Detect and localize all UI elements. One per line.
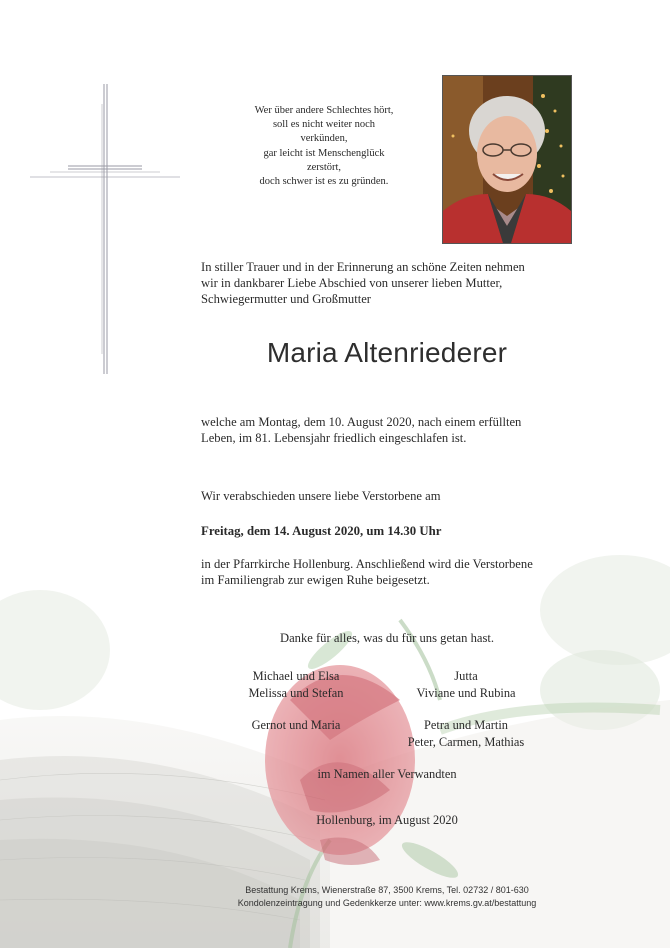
portrait-photo — [442, 75, 572, 244]
family-name: Viviane und Rubina — [416, 685, 516, 700]
death-text — [201, 414, 575, 446]
family-name: Petra und Martin — [424, 718, 508, 732]
footer-address: Bestattung Krems, Wienerstraße 87, 3500 Krems, Tel. 02732 / 801-630 — [245, 885, 529, 895]
thanks-text: Danke für alles, was du für uns getan hast. — [279, 631, 495, 645]
intro-line: Schwiegermutter und Großmutter — [201, 292, 371, 306]
poem-line: Wer über andere Schlechtes hört, — [254, 105, 394, 116]
family-name: Jutta — [454, 669, 478, 683]
deceased-name: Maria Altenriederer — [266, 337, 508, 368]
family-name: Michael und Elsa — [252, 669, 340, 683]
church-line: im Familiengrab zur ewigen Ruhe beigesetzt. — [201, 573, 430, 587]
farewell-text: Wir verabschieden unsere liebe Verstorbene am — [201, 489, 441, 503]
family-name: Gernot und Maria — [251, 718, 341, 732]
poem-line: doch schwer ist es zu gründen. — [259, 176, 389, 188]
poem-line: gar leicht ist Menschenglück — [263, 147, 385, 159]
poem-line: soll es nicht weiter noch — [272, 119, 376, 131]
death-line: Leben, im 81. Lebensjahr friedlich eingeschlafen ist. — [201, 431, 467, 445]
footer — [200, 884, 574, 910]
intro-line: In stiller Trauer und in der Erinnerung an schöne Zeiten nehmen — [201, 260, 525, 274]
relatives-text: im Namen aller Verwandten — [317, 767, 457, 781]
family-group-right-1 — [366, 668, 566, 701]
death-line: welche am Montag, dem 10. August 2020, nach einem erfüllten — [201, 415, 522, 429]
church-line: in der Pfarrkirche Hollenburg. Anschließend wird die Verstorbene — [201, 557, 533, 571]
poem-line: verkünden, — [300, 133, 348, 145]
poem-line: zerstört, — [306, 161, 342, 173]
footer-website: Kondolenzeintragung und Gedenkkerze unter: www.krems.gv.at/bestattung — [237, 898, 537, 908]
cross-icon — [30, 84, 180, 376]
family-name: Peter, Carmen, Mathias — [407, 734, 525, 749]
intro-text — [201, 259, 574, 307]
funeral-date: Freitag, dem 14. August 2020, um 14.30 Uhr — [201, 524, 442, 538]
family-group-right-2 — [366, 717, 566, 750]
intro-line: wir in dankbarer Liebe Abschied von unserer lieben Mutter, — [201, 276, 503, 290]
poem — [230, 104, 418, 189]
place-date: Hollenburg, im August 2020 — [316, 813, 458, 827]
family-name: Melissa und Stefan — [248, 685, 344, 700]
church-text — [201, 556, 575, 588]
